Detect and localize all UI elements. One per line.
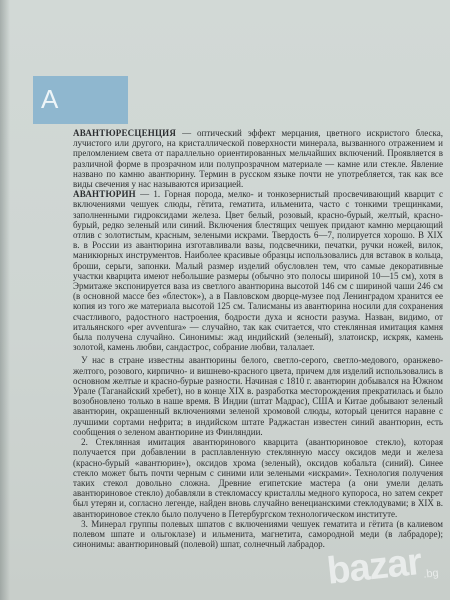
entry-term: АВАНТЮРИН	[73, 189, 136, 200]
encyclopedia-text	[73, 128, 443, 549]
paragraph: У нас в стране известны авантюрины белого, светло-серого, светло-медового, оранжево-желтого, розового, кирпично- и вишнево-красного цвета, причем для изделий использовались в основном желтые и красно-бурые разности. Начиная с 1810 г. авантюрин добывался на Южном Урале (Таганайский хребет), но в конце XIX в. разработка месторождения прекратилась и было возобновлено только в наше время. В Индии (штат Мадрас), США и Китае добывают зеленый авантюрин, окрашенный включениями зеленой хромовой слюды, который ценится наравне с лучшими сортами нефрита; в индийском штате Раджастан известен синий авантюрин, есть сообщения о зеленом авантюрине из Финляндии.	[73, 355, 443, 437]
entry-aventurine	[73, 189, 443, 352]
section-letter-block	[33, 76, 128, 124]
entry-aventurescence	[73, 128, 443, 189]
watermark-word: bazar	[325, 541, 424, 593]
list-item: 3. Минерал группы полевых шпатов с включениями чешуек гематита и гётита (в калиевом полевом шпате и ольгоклазе) и ильменита, магнетита, самородной меди (в лабрадоре); синонимы: авантюриновый (полевой) шпат, солнечный лабрадор.	[73, 518, 443, 550]
list-item: 2. Стеклянная имитация авантюринового кварцита (авантюриновое стекло), которая получается при добавлении в расплавленную стеклянную массу оксидов меди и железа (красно-бурый «авантюрин»), оксидов хрома (зеленый), оксидов кобальта (синий). Синее стекло может быть почти черным с синими или зелеными «искрами». Технология получения таких стекол довольно сложна. Древние египетские мастера (а они умели делать авантюриновое стекло) добавляли в стекломассу кристаллы медного купороса, но затем секрет был утерян и, согласно легенде, найден вновь случайно венецианскими стеклодувами; в XIX в. авантюриновое стекло было получено в Петербургском технологическом институте.	[73, 437, 443, 519]
entry-body: — 1. Горная порода, мелко- и тонкозернистый просвечивающий кварцит с включениями чешуек слюды, гётита, гематита, ильменита, часто с тонкими трещинками, заполненными гидроксидами железа. Цвет белый, розовый, красно-бурый, желтый, красно-бурый, редко зеленый или синий. Включения блестящих чешуек придают камню мерцающий отлив с золотистым, красным, зелеными искрами. Твердость 6—7, полируется хорошо. В XIX в. в России из авантюрина изготавливали вазы, подсвечники, печатки, ручки ножей, вилок, маникюрных инструментов. Наиболее красивые образцы использовались для вставок в кольца, броши, серьги, запонки. Малый размер изделий обусловлен тем, что самые декоративные участки кварцита имеют небольшие размеры (обычно это полосы шириной 10—15 см), хотя в Эрмитаже экспонируется ваза из светлого авантюрина высотой 146 см с шириной чаши 246 см (в основной массе без «блесток»), а в Павловском дворце-музее под Ленинградом хранится ее копия из того же материала высотой 125 см. Талисманы из авантюрина носили для сохранения счастливого, радостного настроения, бодрости духа и ясности разума. Назван, видимо, от итальянского «per avventura» — случайно, так как считается, что стеклянная имитация камня была получена случайно. Синонимы: жад индийский (зеленый), златоискр, искряк, камень золотой, камень любви, сандастрос, собрание любви, талалает.	[73, 189, 443, 353]
entry-body: — оптический эффект мерцания, цветного искристого блеска, лучистого или другого, на кристаллической поверхности минерала, вызванного отражением и преломлением света от параллельно ориентированных мельчайших включений. Проявляется в различной форме в прозрачном или полупрозрачном материале — камне или стекле. Явление названо по камню авантюрину. Термин в русском языке почти не употребляется, так как все виды свечения у нас называются иризацией.	[73, 128, 443, 190]
watermark-tld: .bg	[423, 566, 440, 581]
entry-term: АВАНТЮРЕСЦЕНЦИЯ	[73, 128, 177, 138]
page-fold-shadow	[0, 0, 10, 600]
section-letter: А	[41, 84, 59, 114]
numbered-list	[73, 437, 443, 549]
